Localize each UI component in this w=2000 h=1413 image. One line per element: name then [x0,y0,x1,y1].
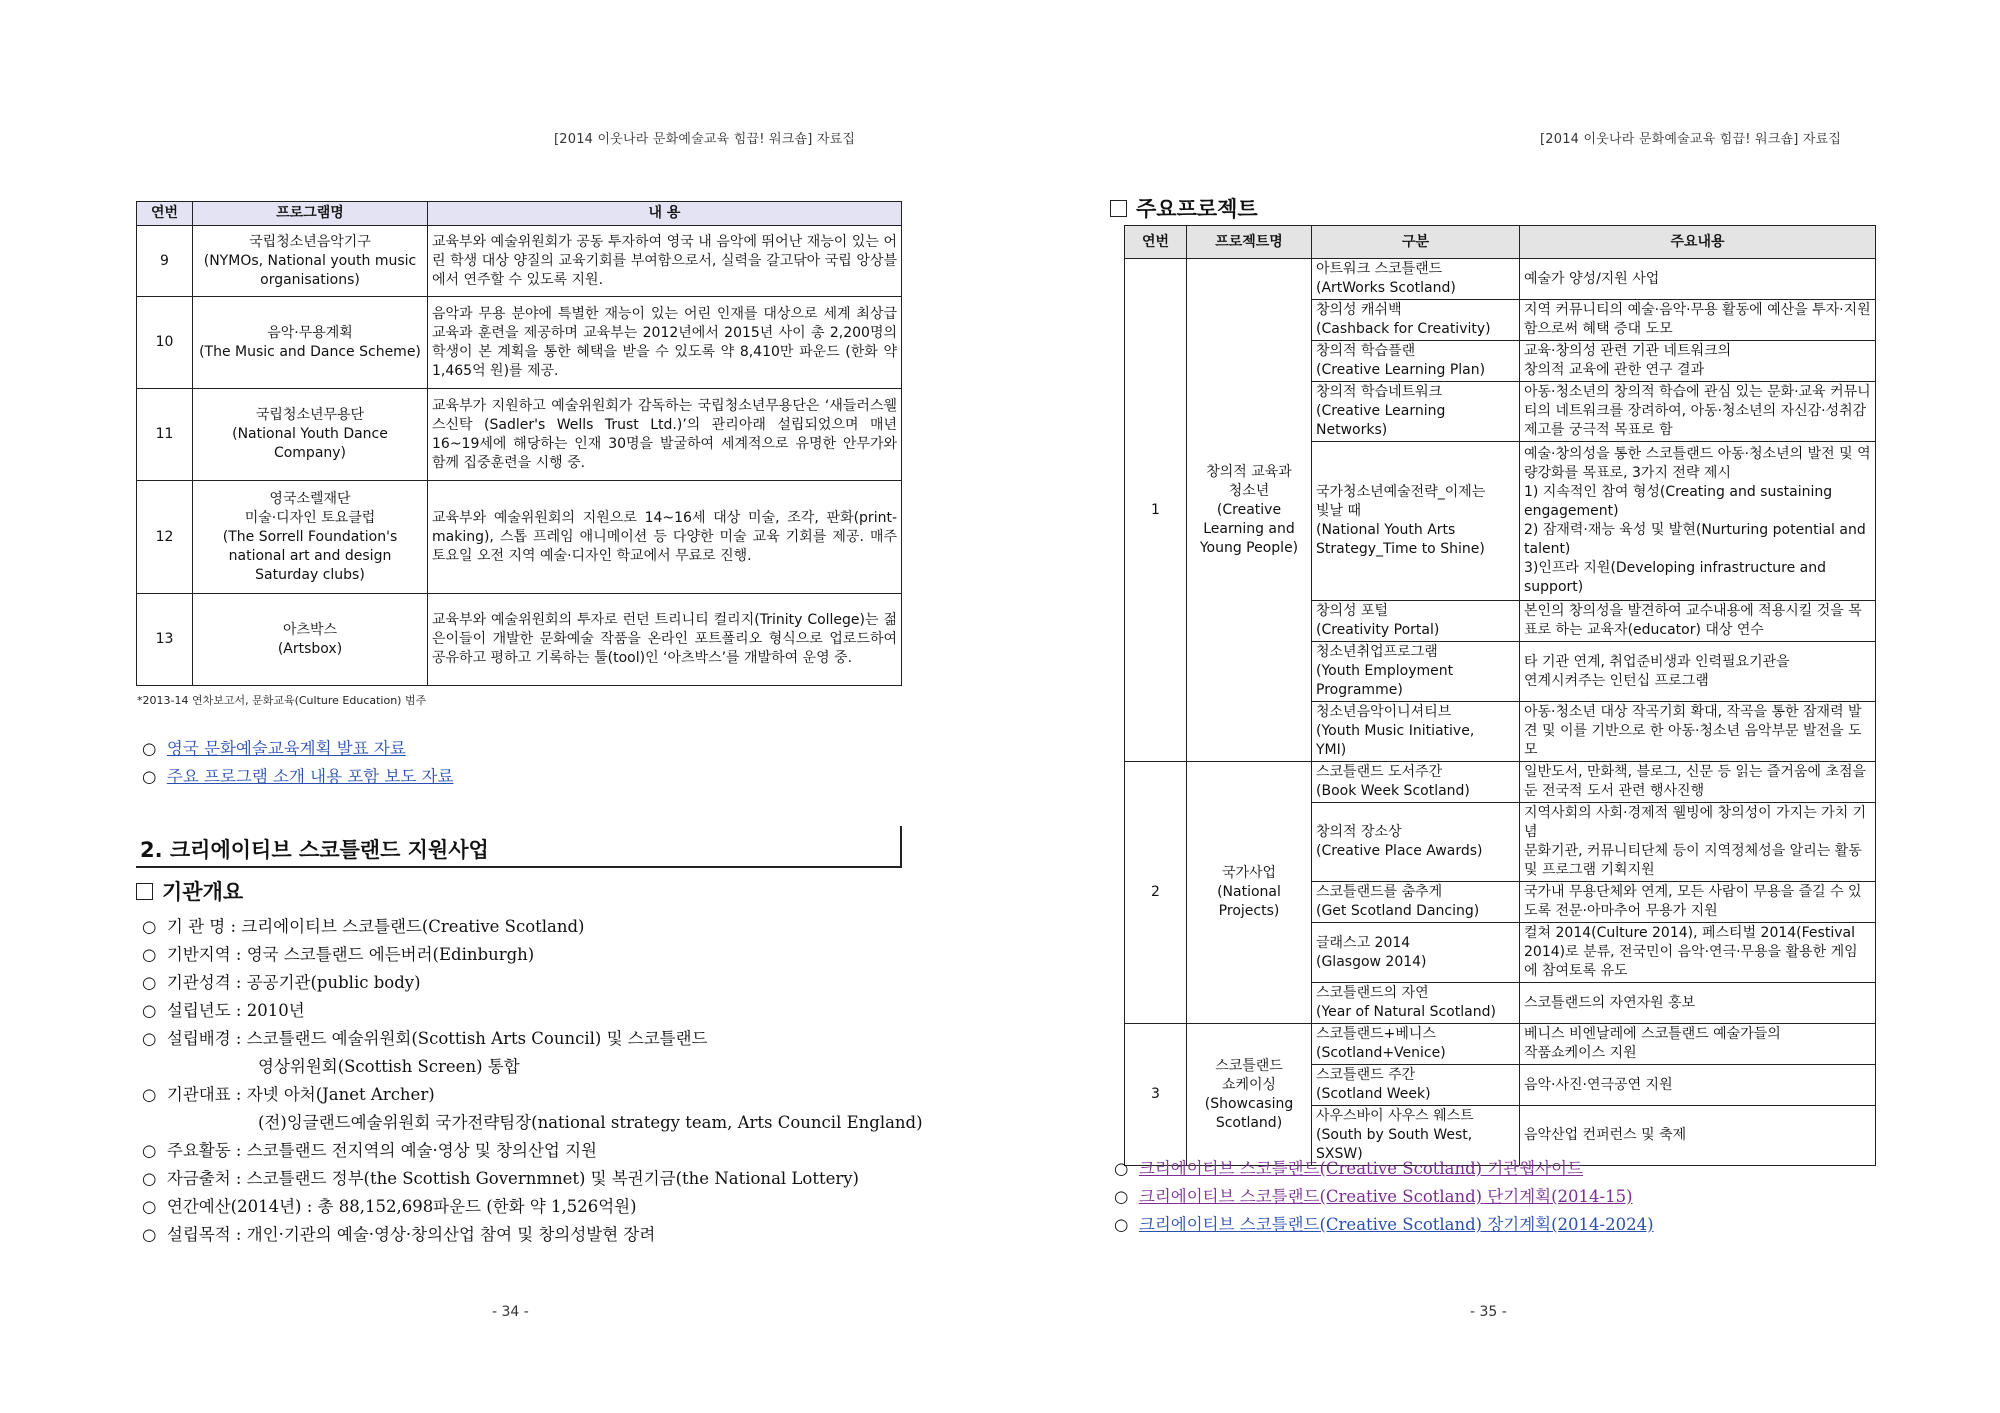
table-row [137,297,902,389]
group-no: 3 [1125,1024,1187,1166]
section-title-box [136,826,902,868]
project-category: 스코틀랜드+베니스 (Scotland+Venice) [1312,1024,1520,1065]
projects-heading: 주요프로젝트 [1110,193,1258,223]
group-name: 국가사업 (National Projects) [1187,762,1312,1024]
group-no: 2 [1125,762,1187,1024]
project-content: 음악산업 컨퍼런스 및 축제 [1520,1106,1876,1166]
table-footnote: *2013-14 연차보고서, 문화교육(Culture Education) 범주 [137,694,427,707]
table-row [1125,259,1876,300]
projects-table [1124,225,1876,1166]
section-title: 2. 크리에이티브 스코틀랜드 지원사업 [140,838,489,862]
org-item: ○ 설립배경 : 스코틀랜드 예술위원회(Scottish Arts Council) 및 스코틀랜드 [142,1029,708,1048]
running-header-left: [2014 이웃나라 문화예술교육 힘끕! 워크숍] 자료집 [554,132,856,147]
page-number-left: - 34 - [492,1304,529,1320]
project-content: 본인의 창의성을 발견하여 교수내용에 적용시킬 것을 목표로 하는 교육자(educator) 대상 연수 [1520,601,1876,642]
project-content: 음악·사진·연극공연 지원 [1520,1065,1876,1106]
table-row [137,481,902,594]
checkbox-icon [136,883,153,900]
program-desc: 음악과 무용 분야에 특별한 재능이 있는 어린 인재를 대상으로 세계 최상급 교육과 훈련을 제공하며 교육부는 2012년에서 2015년 사이 총 2,200명의 학생이 본 계획을 통한 혜택을 받을 수 있도록 약 8,410만 파운드 (한화 약 1,465억 원)를 제공. [428,297,902,389]
org-item: ○ 자금출처 : 스코틀랜드 정부(the Scottish Governmnet) 및 복권기금(the National Lottery) [142,1169,859,1188]
org-heading: 기관개요 [136,876,243,906]
project-category: 청소년음악이니셔티브 (Youth Music Initiative, YMI) [1312,702,1520,762]
table-row [1125,1024,1876,1065]
project-category: 글래스고 2014 (Glasgow 2014) [1312,923,1520,983]
project-category: 창의적 장소상 (Creative Place Awards) [1312,803,1520,882]
project-category: 국가청소년예술전략_이제는 빛날 때 (National Youth Arts Strategy_Time to Shine) [1312,442,1520,601]
program-name: 음악·무용계획 (The Music and Dance Scheme) [193,297,428,389]
org-item: ○ 연간예산(2014년) : 총 88,152,698파운드 (한화 약 1,526억원) [142,1197,637,1216]
project-content: 지역사회의 사회·경제적 웰빙에 창의성이 가지는 가치 기념 문화기관, 커뮤니티단체 등이 지역정체성을 알리는 활동 및 프로그램 기획지원 [1520,803,1876,882]
org-item: ○ 주요활동 : 스코틀랜드 전지역의 예술·영상 및 창의산업 지원 [142,1141,597,1160]
row-no: 10 [137,297,193,389]
program-name: 국립청소년음악기구 (NYMOs, National youth music organisations) [193,226,428,297]
link-item: ○ 크리에이티브 스코틀랜드(Creative Scotland) 기관웹사이트 [1114,1159,1583,1178]
project-content: 예술가 양성/지원 사업 [1520,259,1876,300]
checkbox-icon [1110,200,1127,217]
program-desc: 교육부와 예술위원회가 공동 투자하여 영국 내 음악에 뛰어난 재능이 있는 어린 학생 대상 양질의 교육기회를 부여함으로서, 실력을 갈고닦아 국립 앙상블에서 연주할 수 있도록 지원. [428,226,902,297]
col-header-program: 프로그램명 [193,202,428,226]
program-desc: 교육부가 지원하고 예술위원회가 감독하는 국립청소년무용단은 ‘새들러스웰스신탁 (Sadler's Wells Trust Ltd.)’의 관리아래 설립되었으며 매년 16~19세에 해당하는 인재 30명을 발굴하여 세계적으로 유명한 안무가와 함께 집중훈련을 시행 중. [428,389,902,481]
link-uk-plan[interactable]: 영국 문화예술교육계획 발표 자료 [166,739,406,758]
project-category: 창의적 학습플랜 (Creative Learning Plan) [1312,341,1520,382]
project-category: 아트워크 스코틀랜드 (ArtWorks Scotland) [1312,259,1520,300]
col-header-no: 연번 [1125,226,1187,259]
program-name: 아츠박스 (Artsbox) [193,594,428,686]
table-row [137,594,902,686]
project-content: 일반도서, 만화책, 블로그, 신문 등 읽는 즐거움에 초점을 둔 전국적 도서 관련 행사진행 [1520,762,1876,803]
col-header-project: 프로젝트명 [1187,226,1312,259]
org-item: ○ 설립년도 : 2010년 [142,1001,305,1020]
group-name: 스코틀랜드 쇼케이싱 (Showcasing Scotland) [1187,1024,1312,1166]
project-category: 스코틀랜드를 춤추게 (Get Scotland Dancing) [1312,882,1520,923]
link-item: ○ 크리에이티브 스코틀랜드(Creative Scotland) 단기계획(2014-15) [1114,1187,1633,1206]
org-item: ○ 기반지역 : 영국 스코틀랜드 에든버러(Edinburgh) [142,945,535,964]
program-name: 국립청소년무용단 (National Youth Dance Company) [193,389,428,481]
link-item: ○ 크리에이티브 스코틀랜드(Creative Scotland) 장기계획(2014-2024) [1114,1215,1654,1234]
project-category: 스코틀랜드 도서주간 (Book Week Scotland) [1312,762,1520,803]
program-name: 영국소렐재단 미술·디자인 토요클럽 (The Sorrell Foundation's national art and design Saturday clubs) [193,481,428,594]
link-long-term-plan[interactable]: 크리에이티브 스코틀랜드(Creative Scotland) 장기계획(2014-2024) [1138,1215,1654,1234]
project-category: 창의성 캐쉬백 (Cashback for Creativity) [1312,300,1520,341]
link-item [142,735,406,759]
link-short-term-plan[interactable]: 크리에이티브 스코틀랜드(Creative Scotland) 단기계획(2014-15) [1138,1187,1633,1206]
program-table [136,201,902,686]
project-content: 스코틀랜드의 자연자원 홍보 [1520,983,1876,1024]
project-content: 지역 커뮤니티의 예술·음악·무용 활동에 예산을 투자·지원함으로써 혜택 증대 도모 [1520,300,1876,341]
org-item: ○ 기 관 명 : 크리에이티브 스코틀랜드(Creative Scotland) [142,917,585,936]
project-category: 사우스바이 사우스 웨스트 (South by South West, SXSW) [1312,1106,1520,1166]
project-category: 창의적 학습네트워크 (Creative Learning Networks) [1312,382,1520,442]
col-header-content: 주요내용 [1520,226,1876,259]
project-category: 창의성 포털 (Creativity Portal) [1312,601,1520,642]
table-row [137,389,902,481]
bullet: ○ [142,767,157,786]
group-no: 1 [1125,259,1187,762]
group-name: 창의적 교육과 청소년 (Creative Learning and Young People) [1187,259,1312,762]
project-content: 타 기관 연계, 취업준비생과 인력필요기관을 연계시켜주는 인턴십 프로그램 [1520,642,1876,702]
row-no: 12 [137,481,193,594]
link-item [142,763,453,787]
row-no: 13 [137,594,193,686]
org-item-cont: 영상위원회(Scottish Screen) 통합 [258,1057,520,1076]
col-header-content: 내 용 [428,202,902,226]
org-item: ○ 설립목적 : 개인·기관의 예술·영상·창의산업 참여 및 창의성발현 장려 [142,1225,656,1244]
link-press-release[interactable]: 주요 프로그램 소개 내용 포함 보도 자료 [166,767,454,786]
page-number-right: - 35 - [1470,1304,1507,1320]
org-item: ○ 기관대표 : 자넷 아처(Janet Archer) [142,1085,435,1104]
col-header-no: 연번 [137,202,193,226]
bullet: ○ [142,739,157,758]
project-content: 국가내 무용단체와 연계, 모든 사람이 무용을 즐길 수 있도록 전문·아마추어 무용가 지원 [1520,882,1876,923]
row-no: 11 [137,389,193,481]
org-item: ○ 기관성격 : 공공기관(public body) [142,973,421,992]
table-row [1125,762,1876,803]
running-header-right: [2014 이웃나라 문화예술교육 힘끕! 워크숍] 자료집 [1540,132,1842,147]
project-content: 예술·창의성을 통한 스코틀랜드 아동·청소년의 발전 및 역량강화를 목표로, 3가지 전략 제시 1) 지속적인 참여 형성(Creating and sustaining engagement) 2) 잠재력·재능 육성 및 발현(Nurturing potential and talent) 3)인프라 지원(Developing infrastructure and support) [1520,442,1876,601]
row-no: 9 [137,226,193,297]
link-website[interactable]: 크리에이티브 스코틀랜드(Creative Scotland) 기관웹사이트 [1138,1159,1583,1178]
org-item-cont: (전)잉글랜드예술위원회 국가전략팀장(national strategy team, Arts Council England) [258,1113,923,1132]
project-category: 스코틀랜드 주간 (Scotland Week) [1312,1065,1520,1106]
col-header-category: 구분 [1312,226,1520,259]
table-row [137,226,902,297]
program-desc: 교육부와 예술위원회의 투자로 런던 트리니티 컬리지(Trinity College)는 젊은이들이 개발한 문화예술 작품을 온라인 포트폴리오 형식으로 업로드하여 공유하고 평하고 기록하는 툴(tool)인 ‘아츠박스’를 개발하여 운영 중. [428,594,902,686]
project-content: 교육·창의성 관련 기관 네트워크의 창의적 교육에 관한 연구 결과 [1520,341,1876,382]
project-category: 청소년취업프로그램 (Youth Employment Programme) [1312,642,1520,702]
project-content: 아동·청소년의 창의적 학습에 관심 있는 문화·교육 커뮤니티의 네트워크를 장려하여, 아동·청소년의 자신감·성취감 제고를 궁극적 목표로 함 [1520,382,1876,442]
project-category: 스코틀랜드의 자연 (Year of Natural Scotland) [1312,983,1520,1024]
project-content: 아동·청소년 대상 작곡기회 확대, 작곡을 통한 잠재력 발견 및 이를 기반으로 한 아동·청소년 음악부문 발전을 도모 [1520,702,1876,762]
program-desc: 교육부와 예술위원회의 지원으로 14~16세 대상 미술, 조각, 판화(print-making), 스톱 프레임 애니메이션 등 다양한 미술 교육 기회를 제공. 매주 토요일 오전 지역 예술·디자인 학교에서 무료로 진행. [428,481,902,594]
project-content: 컬쳐 2014(Culture 2014), 페스티벌 2014(Festival 2014)로 분류, 전국민이 음악·연극·무용을 활용한 게임에 참여토록 유도 [1520,923,1876,983]
project-content: 베니스 비엔날레에 스코틀랜드 예술가들의 작품쇼케이스 지원 [1520,1024,1876,1065]
